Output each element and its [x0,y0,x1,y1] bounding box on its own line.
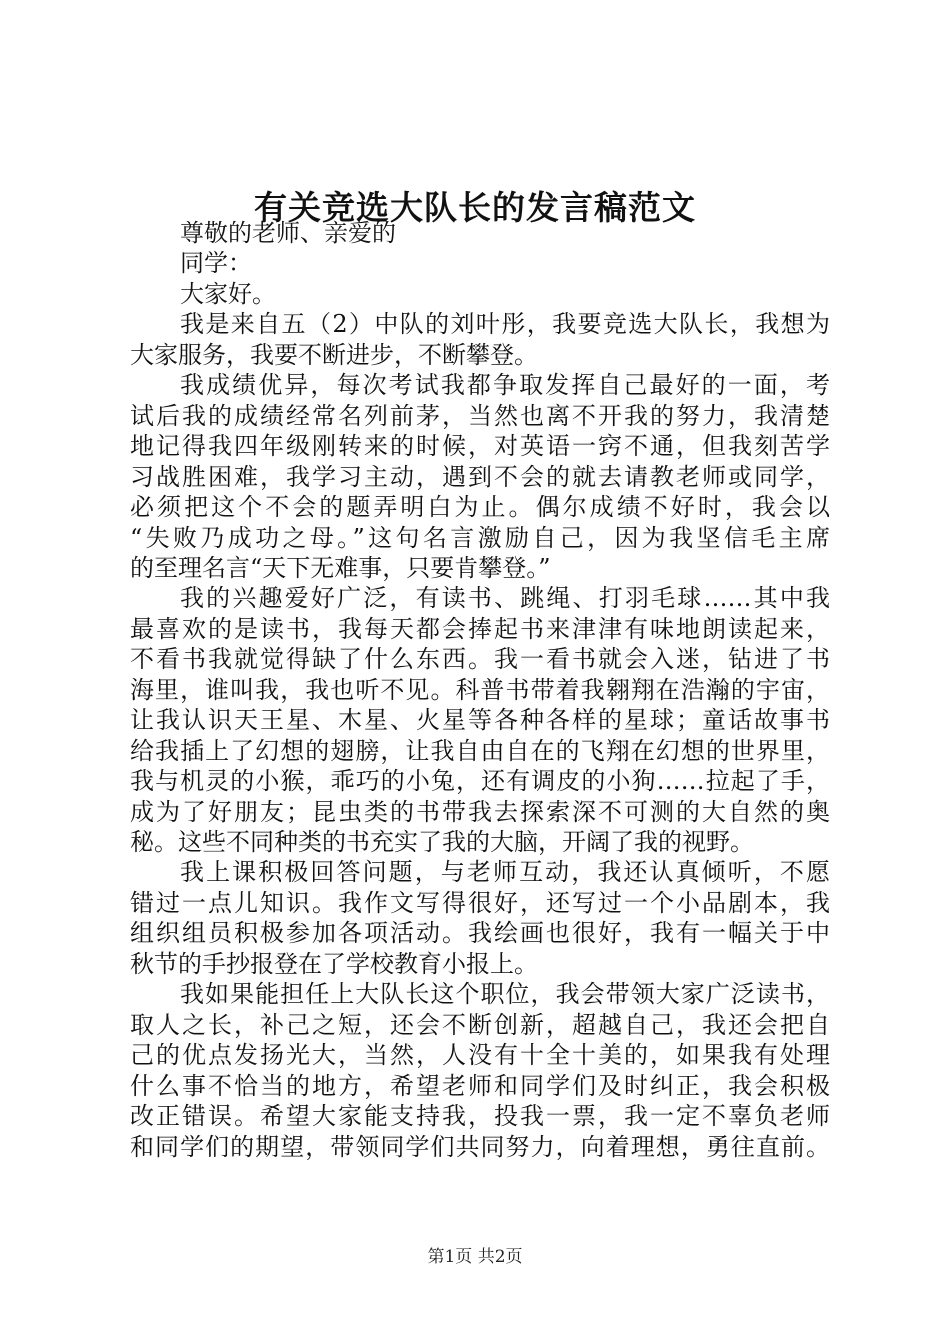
text-line: 的至理名言“天下无难事，只要肯攀登。” [130,553,551,582]
page-footer: 第1页 共2页 [427,1247,523,1267]
text-line: 成为了好朋友；昆虫类的书带我去探索深不可测的大自然的奥 [130,797,830,826]
text-line: 取人之长，补己之短，还会不断创新，超越自己，我还会把自 [130,1010,830,1039]
text-line: 我的兴趣爱好广泛，有读书、跳绳、打羽毛球……其中我 [180,584,830,613]
text-line: 同学： [180,249,252,278]
text-line: 尊敬的老师、亲爱的 [180,219,396,247]
text-line: 我与机灵的小猴，乖巧的小兔，还有调皮的小狗……拉起了手， [130,767,830,796]
text-line: 试后我的成绩经常名列前茅，当然也离不开我的努力，我清楚 [130,401,830,430]
text-line: 必须把这个不会的题弄明白为止。偶尔成绩不好时，我会以 [130,493,830,522]
text-line: 秘。这些不同种类的书充实了我的大脑，开阔了我的视野。 [130,828,754,856]
text-line: “失败乃成功之母。”这句名言激励自己，因为我坚信毛主席 [130,523,830,552]
text-line: 习战胜困难，我学习主动，遇到不会的就去请教老师或同学， [130,462,830,491]
text-line: 最喜欢的是读书，我每天都会捧起书来津津有味地朗读起来， [130,614,830,643]
text-line: 己的优点发扬光大，当然，人没有十全十美的，如果我有处理 [130,1041,830,1070]
text-line: 我是来自五（2）中队的刘叶彤，我要竞选大队长，我想为 [180,310,830,339]
text-line: 给我插上了幻想的翅膀，让我自由自在的飞翔在幻想的世界里， [130,736,830,765]
text-line: 大家好。 [180,279,276,308]
text-line: 组织组员积极参加各项活动。我绘画也很好，我有一幅关于中 [130,919,830,948]
text-line: 什么事不恰当的地方，希望老师和同学们及时纠正，我会积极 [130,1071,830,1100]
text-line: 我如果能担任上大队长这个职位，我会带领大家广泛读书， [180,980,830,1009]
text-line: 我上课积极回答问题，与老师互动，我还认真倾听，不愿 [180,858,830,887]
text-line: 错过一点儿知识。我作文写得很好，还写过一个小品剧本，我 [130,888,830,917]
text-line: 让我认识天王星、木星、火星等各种各样的星球；童话故事书 [130,706,830,735]
text-line: 和同学们的期望，带领同学们共同努力，向着理想，勇往直前。 [130,1132,830,1161]
text-line: 我成绩优异，每次考试我都争取发挥自己最好的一面，考 [180,371,830,400]
text-line: 秋节的手抄报登在了学校教育小报上。 [130,949,538,978]
text-line: 改正错误。希望大家能支持我，投我一票，我一定不辜负老师 [130,1102,830,1131]
text-line: 不看书我就觉得缺了什么东西。我一看书就会入迷，钻进了书 [130,645,830,674]
document-title: 有关竞选大队长的发言稿范文 [254,188,696,227]
text-line: 地记得我四年级刚转来的时候，对英语一窍不通，但我刻苦学 [130,432,830,461]
text-line: 海里，谁叫我，我也听不见。科普书带着我翱翔在浩瀚的宇宙， [130,675,830,704]
text-line: 大家服务，我要不断进步，不断攀登。 [130,340,538,369]
